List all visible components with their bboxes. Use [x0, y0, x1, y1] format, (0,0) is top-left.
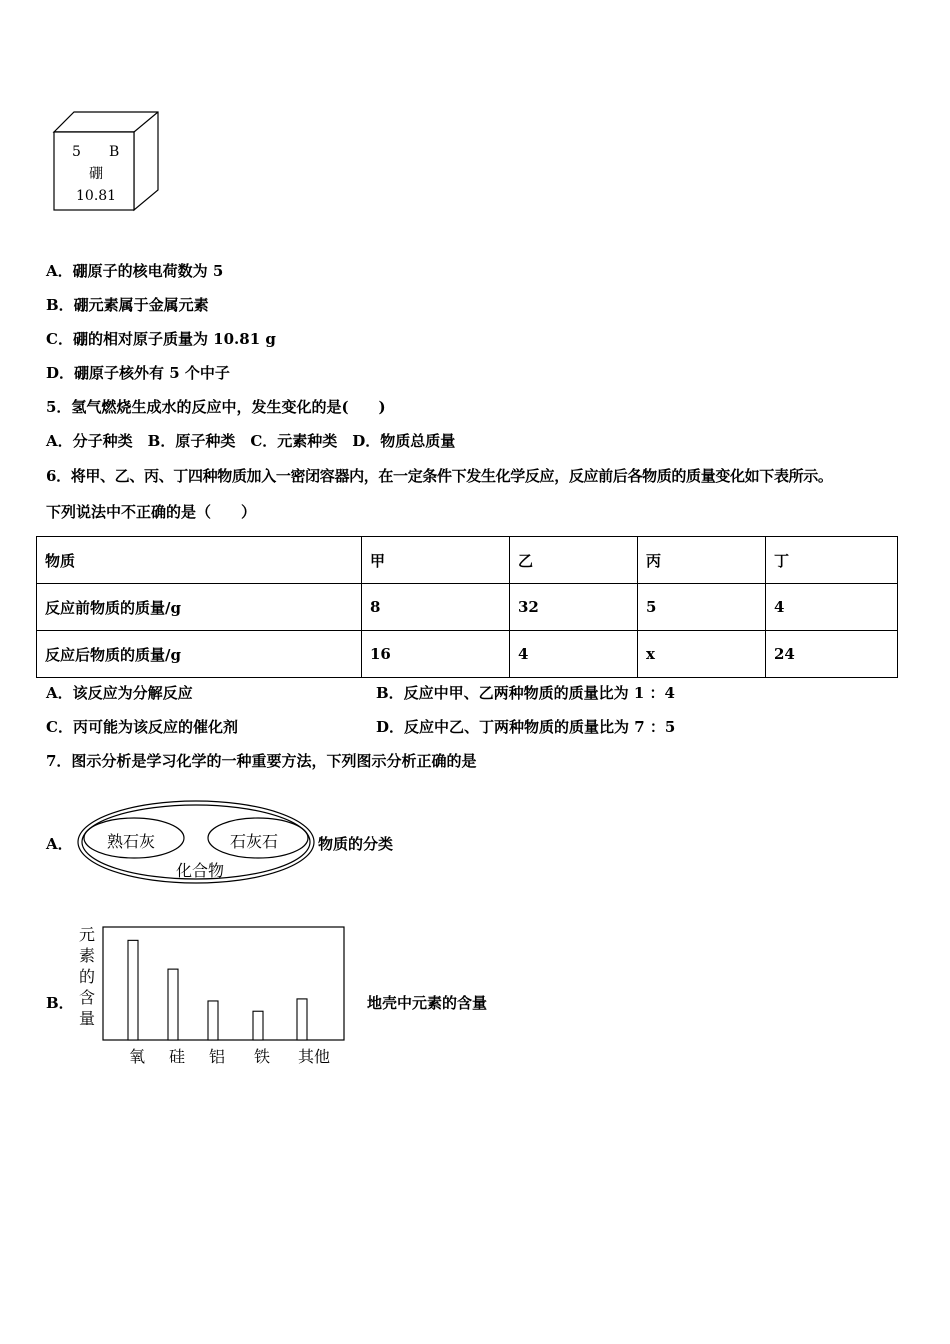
q7-option-b-caption: 地壳中元素的含量	[367, 994, 488, 1012]
table-cell: 反应前物质的质量/g	[37, 584, 362, 631]
q6-option-b: B．反应中甲、乙两种物质的质量比为 1 ：4	[376, 684, 675, 702]
q6-option-d: D．反应中乙、丁两种物质的质量比为 7 ：5	[376, 718, 676, 736]
chart-bar-3	[208, 1001, 218, 1040]
element-atomic-number: 5	[72, 144, 81, 160]
q7-option-a-label: A．	[46, 835, 73, 853]
q6-stem-line2: 下列说法中不正确的是（ ）	[46, 503, 257, 521]
element-name: 硼	[89, 166, 103, 182]
chart-frame	[103, 927, 344, 1040]
table-cell: x	[638, 631, 766, 678]
chart-tick-label: 其他	[297, 1047, 331, 1066]
q7-option-a-caption: 物质的分类	[318, 835, 394, 853]
q7-stem: 7．图示分析是学习化学的一种重要方法，下列图示分析正确的是	[46, 752, 477, 770]
table-row	[37, 584, 898, 631]
q4-option-a: A．硼原子的核电荷数为 5	[46, 262, 224, 280]
chart-bar-5	[297, 999, 307, 1040]
element-symbol: B	[109, 144, 120, 160]
chart-bar-1	[128, 940, 138, 1040]
table-cell: 32	[510, 584, 638, 631]
q4-option-d: D．硼原子核外有 5 个中子	[46, 364, 230, 382]
table-header-cell: 甲	[362, 537, 510, 584]
table-cell: 4	[766, 584, 898, 631]
element-card	[52, 110, 160, 212]
table-cell: 24	[766, 631, 898, 678]
table-cell: 反应后物质的质量/g	[37, 631, 362, 678]
chart-tick-label: 铁	[253, 1047, 271, 1066]
table-header-cell: 丙	[638, 537, 766, 584]
chart-bar-4	[253, 1011, 263, 1040]
inner-right-label: 石灰石	[230, 832, 279, 851]
q4-option-c: C．硼的相对原子质量为 10.81 g	[46, 330, 276, 348]
outer-label: 化合物	[176, 861, 225, 880]
table-header-cell: 乙	[510, 537, 638, 584]
q6-option-c: C．丙可能为该反应的催化剂	[46, 718, 238, 736]
table-cell: 16	[362, 631, 510, 678]
table-cell: 8	[362, 584, 510, 631]
q6-mass-table	[36, 536, 898, 678]
table-row	[37, 631, 898, 678]
table-cell: 4	[510, 631, 638, 678]
q5-options: A．分子种类 B．原子种类 C．元素种类 D．物质总质量	[46, 432, 456, 450]
table-cell: 5	[638, 584, 766, 631]
chart-tick-label: 氧	[128, 1047, 146, 1066]
element-mass: 10.81	[76, 188, 117, 204]
chart-y-axis-label: 元素的含量	[78, 925, 95, 1028]
chart-bar-2	[168, 969, 178, 1040]
q6-stem-line1: 6．将甲、乙、丙、丁四种物质加入一密闭容器内，在一定条件下发生化学反应，反应前后各物质的质量变化如下表所示。	[46, 467, 833, 485]
q6-option-a: A．该反应为分解反应	[46, 684, 193, 702]
q4-option-b: B．硼元素属于金属元素	[46, 296, 209, 314]
q7-option-b-label: B．	[46, 994, 74, 1012]
inner-left-label: 熟石灰	[107, 832, 156, 851]
chart-tick-label: 硅	[168, 1047, 186, 1066]
table-header-cell: 物质	[37, 537, 362, 584]
crust-element-chart	[100, 924, 350, 1070]
chart-tick-label: 铝	[208, 1047, 226, 1066]
table-header-cell: 丁	[766, 537, 898, 584]
q5-stem: 5．氢气燃烧生成水的反应中，发生变化的是( )	[46, 398, 386, 416]
table-header-row	[37, 537, 898, 584]
